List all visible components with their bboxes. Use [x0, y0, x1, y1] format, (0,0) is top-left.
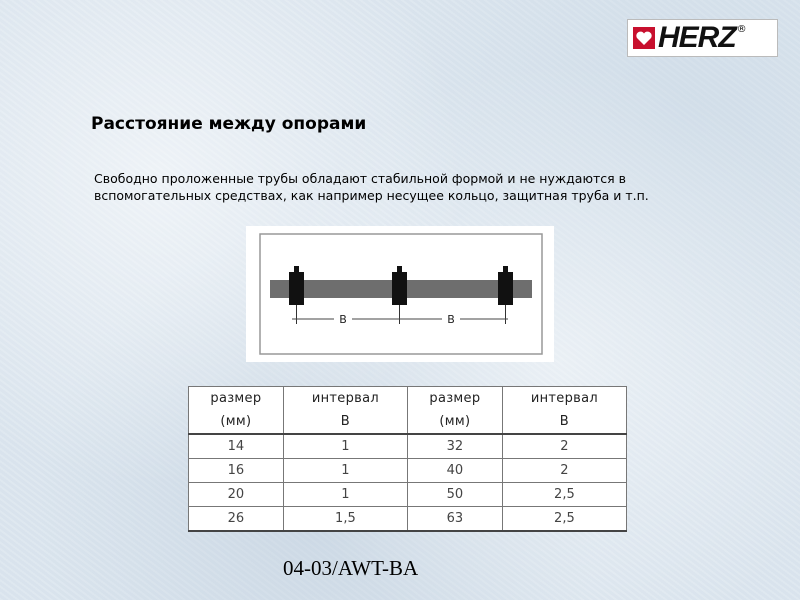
heart-icon: [632, 26, 656, 50]
description-paragraph: Свободно проложенные трубы обладают стабильной формой и не нуждаются в вспомогательных средствах, как например несущее кольцо, защитная труба и т.п.: [94, 171, 649, 203]
logo-text: HERZ: [658, 21, 736, 54]
herz-logo: [627, 19, 778, 57]
pipe-support-diagram: [246, 226, 554, 362]
page-title: Расстояние между опорами: [91, 114, 367, 134]
table-header-row-top: [189, 387, 627, 411]
table-row: [189, 434, 627, 459]
header-interval-2: интервал: [502, 387, 626, 411]
table-cell: 50: [407, 483, 502, 507]
table-cell: 1,5: [283, 507, 407, 532]
table-cell: 63: [407, 507, 502, 532]
table-cell: 2: [502, 434, 626, 459]
table-row: [189, 507, 627, 532]
table-cell: 1: [283, 434, 407, 459]
table-header-row-bottom: [189, 410, 627, 434]
spacing-label-2: B: [447, 313, 455, 326]
table-cell: 20: [189, 483, 284, 507]
header-size-2: размер: [407, 387, 502, 411]
header-b-2: B: [502, 410, 626, 434]
table-cell: 40: [407, 459, 502, 483]
logo-registered-mark: ®: [736, 24, 747, 35]
spacing-table: [188, 386, 627, 532]
table-cell: 1: [283, 459, 407, 483]
table-cell: 16: [189, 459, 284, 483]
header-interval-1: интервал: [283, 387, 407, 411]
header-b-1: B: [283, 410, 407, 434]
header-unit-2: (мм): [407, 410, 502, 434]
table-row: [189, 459, 627, 483]
header-size-1: размер: [189, 387, 284, 411]
table-cell: 1: [283, 483, 407, 507]
table-cell: 26: [189, 507, 284, 532]
table-cell: 2: [502, 459, 626, 483]
table-cell: 14: [189, 434, 284, 459]
document-code: 04-03/AWT-BA: [283, 556, 419, 580]
table-cell: 32: [407, 434, 502, 459]
spacing-label-1: B: [339, 313, 347, 326]
header-unit-1: (мм): [189, 410, 284, 434]
table-cell: 2,5: [502, 483, 626, 507]
table-cell: 2,5: [502, 507, 626, 532]
table-row: [189, 483, 627, 507]
